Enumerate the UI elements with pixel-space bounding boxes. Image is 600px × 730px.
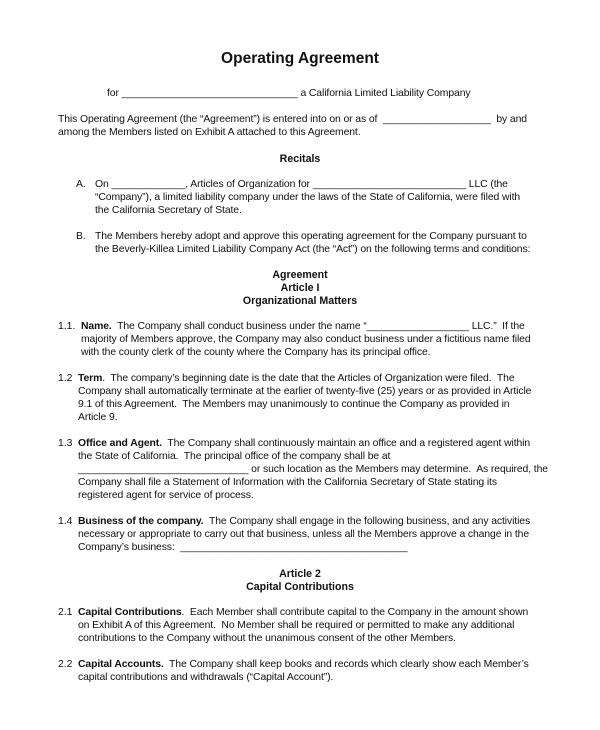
section-2-1-line-2: on Exhibit A of this Agreement. No Member shall be required or permitted to make any additional [78, 620, 515, 631]
section-1-1-line-2: majority of Members approve, the Company may also conduct business under a fictitious name filed [81, 334, 531, 345]
recital-b-line-2: the Beverly-Killea Limited Liability Company Act (the “Act”) on the following terms and conditions: [95, 244, 531, 255]
section-1-3-line-2: the State of California. The principal office of the company shall be at [78, 451, 391, 462]
section-1-1-line-1 [81, 321, 525, 333]
section-1-1-number: 1.1. [58, 321, 76, 332]
section-1-3-text: The Company shall continuously maintain an office and a registered agent within [161, 438, 531, 449]
section-1-1-heading: Name. [81, 321, 112, 332]
article-2-subheading: Capital Contributions [246, 581, 354, 593]
section-1-3-line-3: ______________________________ or such location as the Members may determine. As required, the [78, 464, 548, 475]
recital-a-line-1: On _____________, Articles of Organization for ___________________________ LLC (the [95, 179, 508, 190]
recital-a-line-2: “Company”), a limited liability company under the laws of the State of California, were filed with [95, 192, 521, 203]
section-2-2-heading: Capital Accounts. [78, 659, 164, 670]
section-1-4-number: 1.4 [58, 516, 73, 527]
section-1-1-text: The Company shall conduct business under the name “__________________ LLC.” If the [111, 321, 525, 332]
section-1-3-heading: Office and Agent. [78, 438, 162, 449]
article-2-heading: Article 2 [279, 568, 321, 580]
section-1-4-line-3: Company’s business: ________________________________________ [78, 542, 408, 553]
section-1-2-line-3: 9.1 of this Agreement. The Members may unanimously to continue the Company as provided in [78, 399, 510, 410]
section-1-4-text: The Company shall engage in the following business, and any activities [203, 516, 531, 527]
section-2-1-text: . Each Member shall contribute capital to the Company in the amount shown [181, 607, 529, 618]
section-2-2-line-2: capital contributions and withdrawals (“Capital Account”). [78, 672, 334, 683]
section-1-4-line-1 [78, 516, 530, 528]
for-line: for _______________________________ a California Limited Liability Company [107, 88, 471, 99]
section-1-2-line-1 [78, 373, 515, 385]
section-2-2-line-1 [78, 659, 529, 671]
section-1-2-line-2: Company shall automatically terminate at the earlier of twenty-five (25) years or as provided in Article [78, 386, 532, 397]
section-1-1-line-3: with the county clerk of the county where the Company has its principal office. [81, 347, 431, 358]
recital-a-line-3: the California Secretary of State. [95, 205, 242, 216]
section-1-3-line-1 [78, 438, 530, 450]
section-1-4-heading: Business of the company. [78, 516, 204, 527]
agreement-heading: Agreement [272, 269, 328, 281]
section-1-3-line-4: Company shall file a Statement of Information with the California Secretary of State stating its [78, 477, 497, 488]
recitals-heading: Recitals [279, 153, 321, 165]
document-title: Operating Agreement [221, 50, 379, 67]
section-1-4-line-2: necessary or appropriate to carry out that business, unless all the Members approve a change in the [78, 529, 530, 540]
section-2-2-number: 2.2 [58, 659, 73, 670]
section-1-2-text: . The company’s beginning date is the date that the Articles of Organization were filed. The [102, 373, 515, 384]
section-2-1-line-3: contributions to the Company without the unanimous consent of the other Members. [78, 633, 456, 644]
recital-a-label: A. [76, 179, 86, 190]
section-1-3-line-5: registered agent for service of process. [78, 490, 254, 501]
section-2-2-text: The Company shall keep books and records which clearly show each Member’s [163, 659, 529, 670]
recital-b-line-1: The Members hereby adopt and approve this operating agreement for the Company pursuant to [95, 231, 527, 242]
article-1-subheading: Organizational Matters [242, 295, 358, 307]
recital-b-label: B. [76, 231, 86, 242]
section-2-1-line-1 [78, 607, 528, 619]
section-1-2-number: 1.2 [58, 373, 73, 384]
section-2-1-number: 2.1 [58, 607, 73, 618]
section-1-3-number: 1.3 [58, 438, 73, 449]
section-1-2-line-4: Article 9. [78, 412, 118, 423]
intro-line-2: among the Members listed on Exhibit A attached to this Agreement. [58, 127, 361, 138]
article-1-heading: Article I [280, 282, 320, 294]
intro-line-1: This Operating Agreement (the “Agreement”) is entered into on or as of ___________________ by and [58, 114, 527, 125]
section-1-2-heading: Term [78, 373, 103, 384]
section-2-1-heading: Capital Contributions [78, 607, 182, 618]
